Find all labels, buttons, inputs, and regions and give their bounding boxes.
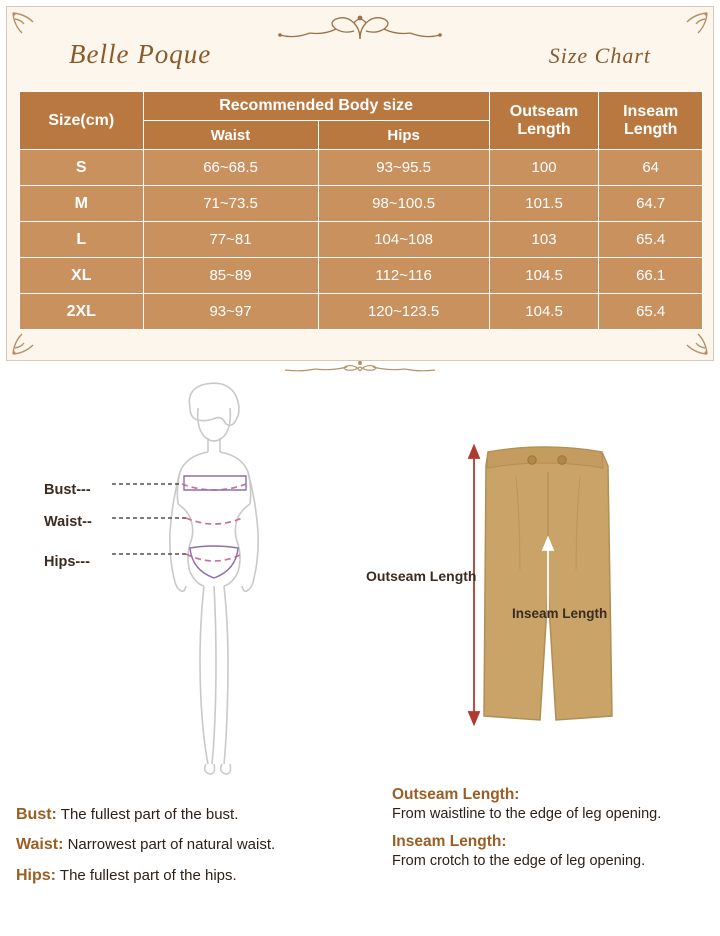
corner-ornament-icon: [11, 330, 37, 356]
label-hips: Hips---: [44, 554, 90, 570]
note-inseam-body: From crotch to the edge of leg opening.: [392, 853, 646, 870]
cell-size: L: [20, 222, 144, 258]
cell-size: 2XL: [20, 294, 144, 330]
corner-ornament-icon: [683, 330, 709, 356]
note-hips-key: Hips:: [16, 866, 56, 884]
note-bust: [16, 806, 388, 824]
note-outseam-head: Outseam Length:: [392, 786, 520, 803]
cell-waist: 77~81: [143, 222, 318, 258]
waist-measure-line: [186, 518, 242, 524]
cell-waist: 85~89: [143, 258, 318, 294]
wide-leg-pants-outline-icon: [380, 420, 710, 760]
header-hips: Hips: [318, 121, 489, 150]
table-row: [20, 294, 703, 330]
table-row: [20, 258, 703, 294]
note-waist: [16, 836, 388, 854]
cell-inseam: 65.4: [599, 222, 703, 258]
note-hips-text: The fullest part of the hips.: [59, 866, 237, 884]
brand-name: Belle Poque: [69, 39, 212, 69]
cell-size: S: [20, 150, 144, 186]
cell-outseam: 104.5: [489, 294, 599, 330]
note-waist-text: Narrowest part of natural waist.: [67, 836, 276, 854]
size-chart-panel: [6, 6, 714, 361]
cell-outseam: 100: [489, 150, 599, 186]
note-outseam-body: From waistline to the edge of leg opening.: [392, 806, 662, 822]
cell-outseam: 103: [489, 222, 599, 258]
note-hips: [16, 867, 388, 885]
header-outseam: Outseam Length: [489, 92, 599, 150]
header-inseam: Inseam Length: [599, 92, 703, 150]
note-inseam-head: Inseam Length:: [392, 833, 507, 851]
cell-size: XL: [20, 258, 144, 294]
cell-hips: 104~108: [318, 222, 489, 258]
cell-hips: 120~123.5: [318, 294, 489, 330]
table-header-row-1: [20, 92, 703, 121]
hips-measure-line: [186, 554, 242, 561]
panel-header: [7, 7, 713, 85]
cell-waist: 93~97: [143, 294, 318, 330]
body-measure-notes: [16, 806, 388, 897]
length-measure-notes: [392, 786, 710, 880]
cell-inseam: 65.4: [599, 294, 703, 330]
label-bust: Bust---: [44, 482, 91, 498]
label-outseam-length: Outseam Length: [366, 568, 477, 584]
page-title: Size Chart: [548, 43, 651, 68]
cell-hips: 112~116: [318, 258, 489, 294]
female-body-outline-icon: [86, 372, 336, 782]
size-chart-table: [19, 91, 703, 330]
label-waist: Waist--: [44, 514, 92, 530]
cell-waist: 71~73.5: [143, 186, 318, 222]
cell-outseam: 104.5: [489, 258, 599, 294]
cell-inseam: 64.7: [599, 186, 703, 222]
cell-inseam: 66.1: [599, 258, 703, 294]
cell-size: M: [20, 186, 144, 222]
table-row: [20, 222, 703, 258]
cell-waist: 66~68.5: [143, 150, 318, 186]
header-size: Size(cm): [20, 92, 144, 150]
note-outseam: [392, 786, 710, 823]
header-body-size-group: Recommended Body size: [143, 92, 489, 121]
label-inseam-length: Inseam Length: [512, 606, 608, 621]
cell-inseam: 64: [599, 150, 703, 186]
table-row: [20, 150, 703, 186]
note-waist-key: Waist:: [16, 836, 64, 854]
note-bust-text: The fullest part of the bust.: [60, 806, 239, 823]
bust-measure-line: [182, 484, 246, 490]
note-inseam: [392, 833, 710, 870]
header-waist: Waist: [143, 121, 318, 150]
cell-hips: 93~95.5: [318, 150, 489, 186]
cell-outseam: 101.5: [489, 186, 599, 222]
note-bust-key: Bust:: [16, 806, 57, 823]
table-row: [20, 186, 703, 222]
cell-hips: 98~100.5: [318, 186, 489, 222]
